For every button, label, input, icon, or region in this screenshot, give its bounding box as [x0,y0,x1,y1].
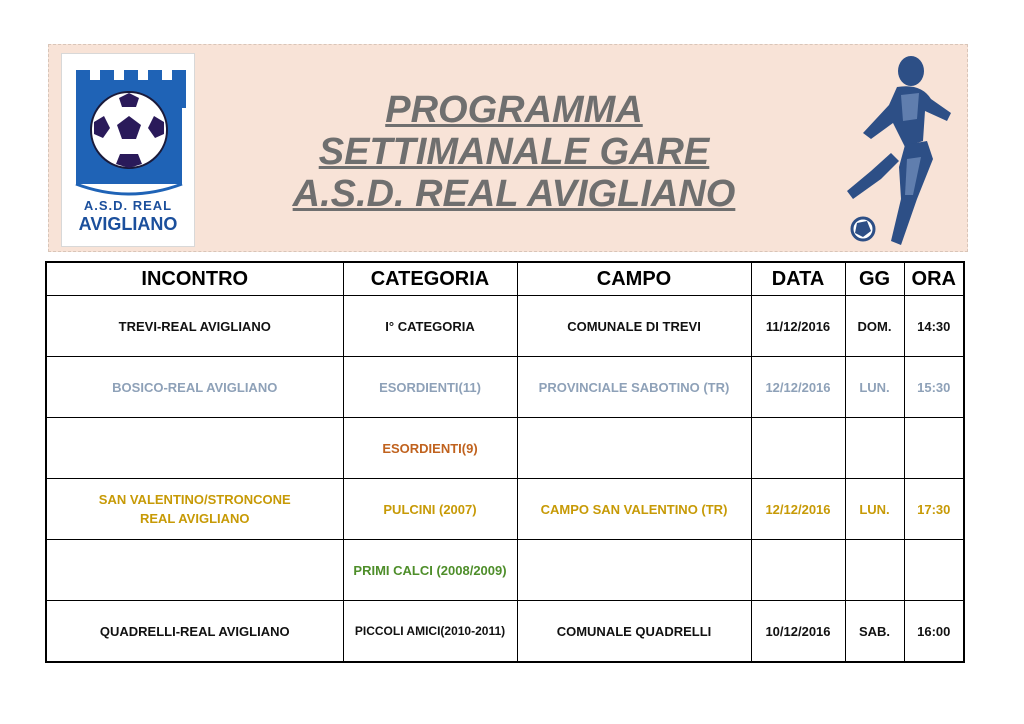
page-title [229,89,799,215]
cell-incontro [46,540,343,601]
cell-data: 12/12/2016 [751,479,845,540]
logo-line2: AVIGLIANO [78,214,178,234]
cell-ora: 14:30 [904,296,964,357]
cell-ora [904,540,964,601]
cell-incontro: BOSICO-REAL AVIGLIANO [46,357,343,418]
cell-ora [904,418,964,479]
cell-campo: CAMPO SAN VALENTINO (TR) [517,479,751,540]
cell-categoria: ESORDIENTI(9) [343,418,517,479]
cell-data [751,418,845,479]
cell-gg [845,540,904,601]
cell-incontro-line1: SAN VALENTINO/STRONCONE [98,492,291,507]
cell-campo: COMUNALE QUADRELLI [517,601,751,663]
cell-gg: LUN. [845,479,904,540]
header-banner [48,44,968,252]
table-row [46,418,964,479]
cell-campo: PROVINCIALE SABOTINO (TR) [517,357,751,418]
cell-gg: DOM. [845,296,904,357]
cell-gg: LUN. [845,357,904,418]
cell-incontro-line2: REAL AVIGLIANO [139,511,250,526]
title-line1: PROGRAMMA [385,89,643,131]
cell-ora: 16:00 [904,601,964,663]
club-logo [61,53,195,247]
header-gg: GG [845,262,904,296]
header-incontro: INCONTRO [46,262,343,296]
match-schedule-table [45,261,965,663]
soccer-player-icon [801,49,971,249]
header-campo: CAMPO [517,262,751,296]
cell-incontro [46,479,343,540]
cell-categoria: PULCINI (2007) [343,479,517,540]
cell-categoria: I° CATEGORIA [343,296,517,357]
cell-categoria: PRIMI CALCI (2008/2009) [343,540,517,601]
cell-categoria: ESORDIENTI(11) [343,357,517,418]
cell-incontro: QUADRELLI-REAL AVIGLIANO [46,601,343,663]
table-row [46,479,964,540]
table-header-row [46,262,964,296]
cell-incontro [46,418,343,479]
cell-incontro: TREVI-REAL AVIGLIANO [46,296,343,357]
cell-gg [845,418,904,479]
header-data: DATA [751,262,845,296]
cell-data [751,540,845,601]
cell-data: 11/12/2016 [751,296,845,357]
cell-ora: 15:30 [904,357,964,418]
header-ora: ORA [904,262,964,296]
title-line3: A.S.D. REAL AVIGLIANO [292,173,736,215]
header-categoria: CATEGORIA [343,262,517,296]
cell-data: 10/12/2016 [751,601,845,663]
logo-line1: A.S.D. REAL [83,198,173,213]
cell-gg: SAB. [845,601,904,663]
cell-campo [517,540,751,601]
table-row [46,357,964,418]
cell-campo: COMUNALE DI TREVI [517,296,751,357]
cell-campo [517,418,751,479]
cell-categoria: PICCOLI AMICI(2010-2011) [343,601,517,663]
table-row [46,296,964,357]
cell-ora: 17:30 [904,479,964,540]
title-line2: SETTIMANALE GARE [318,131,710,173]
cell-data: 12/12/2016 [751,357,845,418]
table-row [46,601,964,663]
table-row [46,540,964,601]
